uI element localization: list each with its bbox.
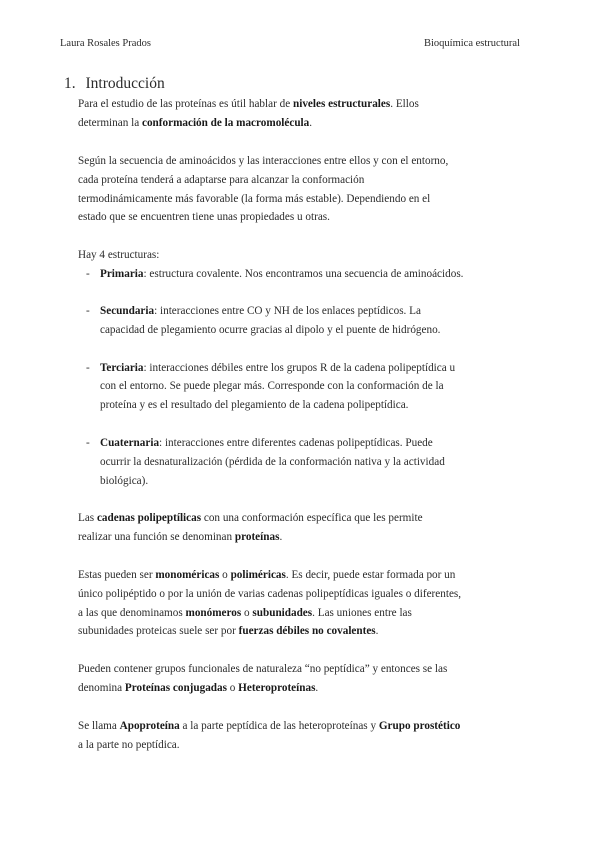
bold-term: subunidades xyxy=(252,607,313,619)
paragraph-line: estado que se encuentren tiene unas propiedades u otras. xyxy=(78,211,330,223)
bold-term: niveles estructurales xyxy=(292,98,391,110)
bold-term: Grupo prostético xyxy=(378,720,461,732)
paragraph-line: único polipéptido o por la unión de varias cadenas polipeptídicas iguales o diferentes, xyxy=(78,588,462,600)
paragraph-line: a la parte no peptídica. xyxy=(78,739,180,751)
list-item-terciaria: Terciaria: interacciones débiles entre los grupos R de la cadena polipeptídica u xyxy=(100,362,456,374)
header-author: Laura Rosales Prados xyxy=(60,38,151,49)
list-item-cuaternaria: Cuaternaria: interacciones entre diferentes cadenas polipeptídicas. Puede xyxy=(100,437,433,449)
bold-term: Apoproteína xyxy=(119,720,180,732)
bold-term: monoméricas xyxy=(155,569,220,581)
bold-term: monómeros xyxy=(185,607,242,619)
paragraph-line: ocurrir la desnaturalización (pérdida de la conformación nativa y la actividad xyxy=(100,456,445,468)
bullet-dash: - xyxy=(86,268,90,280)
bullet-dash: - xyxy=(86,305,90,317)
bold-term: Heteroproteínas xyxy=(238,682,316,694)
paragraph-line: termodinámicamente más favorable (la forma más estable). Dependiendo en el xyxy=(78,193,431,205)
bold-term: poliméricas xyxy=(230,569,286,581)
bold-term: Secundaria xyxy=(100,305,155,317)
bold-term: proteínas xyxy=(234,531,280,543)
bullet-dash: - xyxy=(86,437,90,449)
bold-term: cadenas polipeptílicas xyxy=(96,512,202,524)
paragraph-line: determinan la conformación de la macromolécula. xyxy=(78,117,313,129)
paragraph-line: cada proteína tenderá a adaptarse para alcanzar la conformación xyxy=(78,174,365,186)
bold-term: conformación de la macromolécula xyxy=(142,117,310,129)
paragraph-line: Se llama Apoproteína a la parte peptídica de las heteroproteínas y Grupo prostético xyxy=(78,720,461,732)
paragraph-line: denomina Proteínas conjugadas o Heteroproteínas. xyxy=(78,682,319,694)
list-item-primaria: Primaria: estructura covalente. Nos encontramos una secuencia de aminoácidos. xyxy=(100,268,464,280)
paragraph-line: Para el estudio de las proteínas es útil hablar de niveles estructurales. Ellos xyxy=(78,98,419,110)
structures-intro: Hay 4 estructuras: xyxy=(78,249,160,261)
paragraph-line: proteína y es el resultado del plegamiento de la cadena polipeptídica. xyxy=(100,399,409,411)
paragraph-line: a las que denominamos monómeros o subunidades. Las uniones entre las xyxy=(78,607,412,619)
paragraph-line: Pueden contener grupos funcionales de naturaleza “no peptídica” y entonces se las xyxy=(78,663,448,675)
section-number: 1. xyxy=(64,75,76,92)
bold-term: Cuaternaria xyxy=(100,437,160,449)
paragraph-line: Las cadenas polipeptílicas con una conformación específica que les permite xyxy=(78,512,423,524)
section-heading xyxy=(64,75,165,93)
section-title: Introducción xyxy=(85,75,165,92)
header-subject: Bioquímica estructural xyxy=(424,38,520,49)
bold-term: Primaria xyxy=(100,268,144,280)
bold-term: Proteínas conjugadas xyxy=(124,682,227,694)
paragraph-line: subunidades proteicas suele ser por fuerzas débiles no covalentes. xyxy=(78,625,379,637)
bullet-dash: - xyxy=(86,362,90,374)
paragraph-line: con el entorno. Se puede plegar más. Corresponde con la conformación de la xyxy=(100,380,444,392)
bold-term: Terciaria xyxy=(100,362,144,374)
paragraph-line: biológica). xyxy=(100,475,149,487)
paragraph-line: realizar una función se denominan proteínas. xyxy=(78,531,283,543)
paragraph-line: capacidad de plegamiento ocurre gracias al dipolo y el puente de hidrógeno. xyxy=(100,324,441,336)
paragraph-line: Según la secuencia de aminoácidos y las interacciones entre ellos y con el entorno, xyxy=(78,155,449,167)
list-item-secundaria: Secundaria: interacciones entre CO y NH de los enlaces peptídicos. La xyxy=(100,305,421,317)
bold-term: fuerzas débiles no covalentes xyxy=(238,625,376,637)
paragraph-line: Estas pueden ser monoméricas o poliméricas. Es decir, puede estar formada por un xyxy=(78,569,456,581)
